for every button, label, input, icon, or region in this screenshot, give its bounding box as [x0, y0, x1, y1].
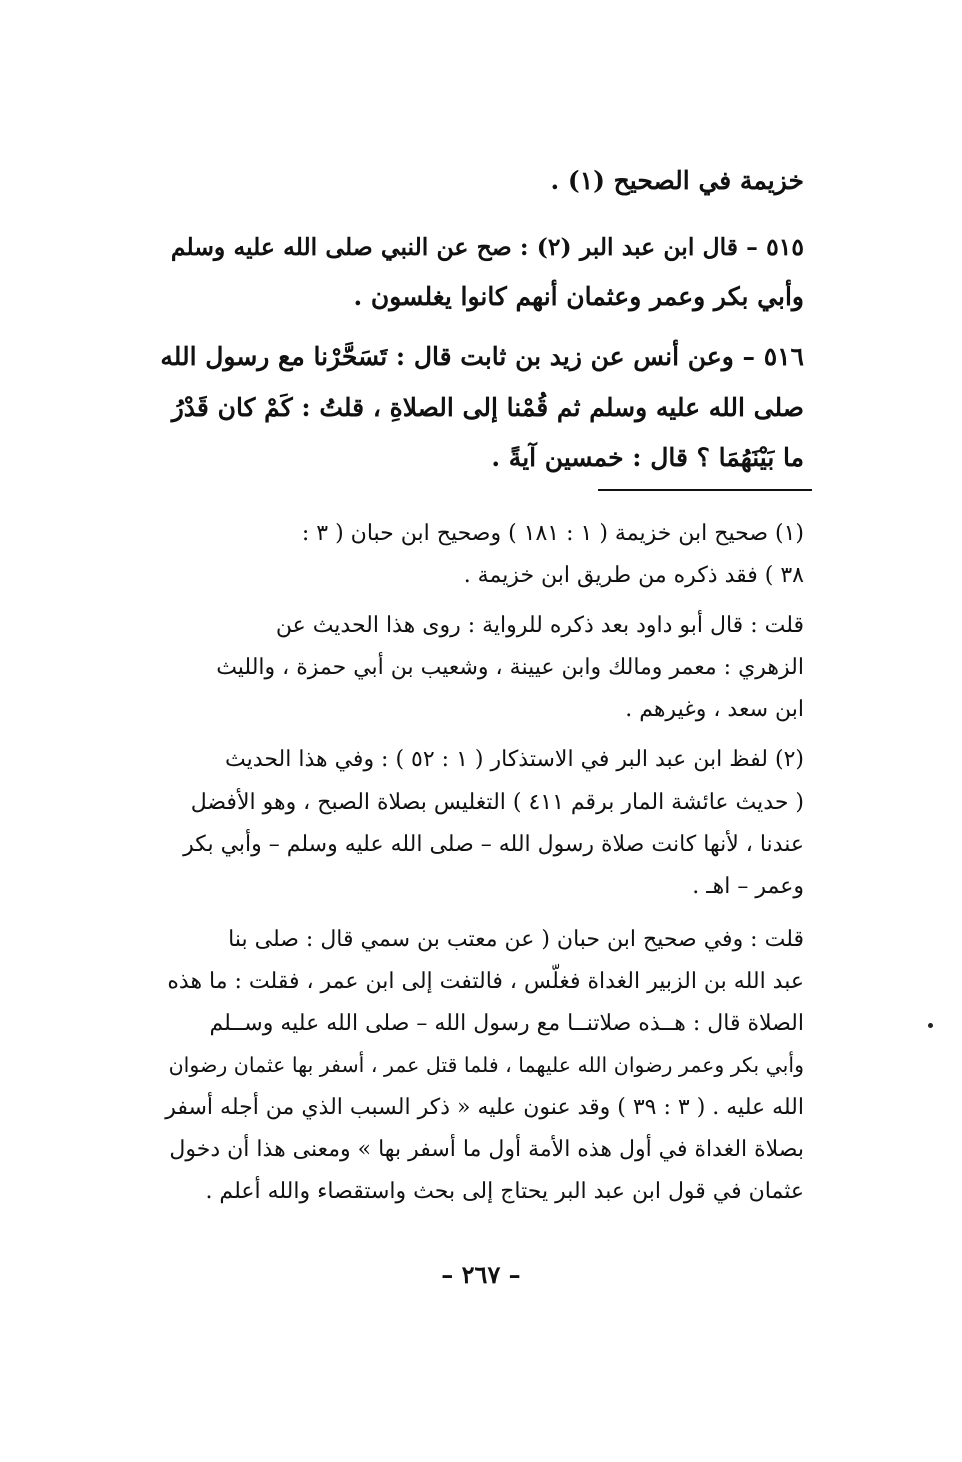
footnote-line: بصلاة الغداة في أول هذه الأمة أول ما أسفر بها » ومعنى هذا أن دخول [169, 1137, 804, 1162]
footnote-line: عبد الله بن الزبير الغداة فغلّس ، فالتفت إلى ابن عمر ، فقلت : ما هذه [167, 969, 804, 994]
footnote-line: قلت : وفي صحيح ابن حبان ( عن معتب بن سمي قال : صلى بنا [228, 927, 804, 952]
footnote-line: ابن سعد ، وغيرهم . [625, 697, 804, 722]
scan-speck [928, 1023, 933, 1028]
main-text-line: ٥١٥ – قال ابن عبد البر (٢) : صح عن النبي صلى الله عليه وسلم [170, 233, 804, 261]
main-text-line: ٥١٦ – وعن أنس عن زيد بن ثابت قال : تَسَحَّرْنا مع رسول الله [160, 342, 804, 371]
footnote-line: الزهري : معمر ومالك وابن عيينة ، وشعيب بن أبي حمزة ، والليث [216, 655, 804, 680]
footnote-line: قلت : قال أبو داود بعد ذكره للرواية : روى هذا الحديث عن [275, 613, 804, 638]
main-text-line: وأبي بكر وعمر وعثمان أنهم كانوا يغلسون . [353, 282, 804, 311]
footnote-line: ٣٨ ) فقد ذكره من طريق ابن خزيمة . [463, 563, 804, 588]
footnote-line: (٢) لفظ ابن عبد البر في الاستذكار ( ١ : ٥٢ ) : وفي هذا الحديث [225, 747, 804, 772]
footnote-line: الصلاة قال : هــذه صلاتنــا مع رسول الله – صلى الله عليه وســلم [209, 1011, 804, 1036]
footnote-separator [598, 489, 812, 491]
main-text-line: خزيمة في الصحيح (١) . [550, 166, 804, 195]
main-text-line: ما بَيْنَهُمَا ؟ قال : خمسين آيةً . [491, 443, 804, 472]
page-number: – ٢٦٧ – [441, 1260, 521, 1289]
footnote-line: (١) صحيح ابن خزيمة ( ١ : ١٨١ ) وصحيح ابن حبان ( ٣ : [301, 521, 804, 546]
footnote-line: وعمر – اهـ . [692, 874, 804, 899]
footnote-line: ( حديث عائشة المار برقم ٤١١ ) التغليس بصلاة الصبح ، وهو الأفضل [190, 790, 804, 815]
footnote-line: عندنا ، لأنها كانت صلاة رسول الله – صلى الله عليه وسلم – وأبي بكر [183, 832, 804, 857]
footnote-line: وأبي بكر وعمر رضوان الله عليهما ، فلما قتل عمر ، أسفر بها عثمان رضوان [168, 1053, 804, 1077]
footnote-line: الله عليه . ( ٣ : ٣٩ ) وقد عنون عليه « ذكر السبب الذي من أجله أسفر [165, 1095, 804, 1120]
main-text-line: صلى الله عليه وسلم ثم قُمْنا إلى الصلاةِ ، قلتُ : كَمْ كان قَدْرُ [171, 393, 804, 422]
footnote-line: عثمان في قول ابن عبد البر يحتاج إلى بحث واستقصاء والله أعلم . [205, 1179, 804, 1204]
